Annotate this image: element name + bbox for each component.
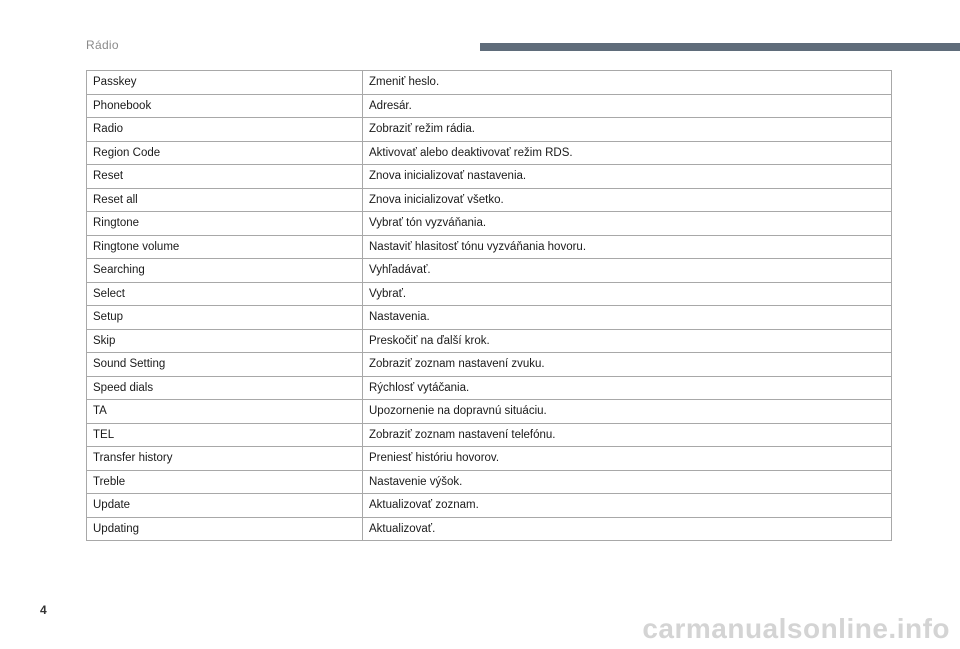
glossary-table bbox=[86, 70, 892, 541]
term-cell: Setup bbox=[87, 306, 363, 330]
term-cell: Ringtone volume bbox=[87, 235, 363, 259]
definition-cell: Aktualizovať zoznam. bbox=[363, 494, 892, 518]
table-row bbox=[87, 141, 892, 165]
table-row bbox=[87, 423, 892, 447]
term-cell: Skip bbox=[87, 329, 363, 353]
term-cell: Select bbox=[87, 282, 363, 306]
term-cell: TA bbox=[87, 400, 363, 424]
term-cell: Updating bbox=[87, 517, 363, 541]
term-cell: Phonebook bbox=[87, 94, 363, 118]
table-row bbox=[87, 118, 892, 142]
section-title: Rádio bbox=[86, 38, 119, 52]
term-cell: Transfer history bbox=[87, 447, 363, 471]
definition-cell: Nastavenie výšok. bbox=[363, 470, 892, 494]
table-row bbox=[87, 494, 892, 518]
table-row bbox=[87, 94, 892, 118]
term-cell: Speed dials bbox=[87, 376, 363, 400]
table-row bbox=[87, 282, 892, 306]
term-cell: Update bbox=[87, 494, 363, 518]
definition-cell: Znova inicializovať všetko. bbox=[363, 188, 892, 212]
definition-cell: Zobraziť zoznam nastavení telefónu. bbox=[363, 423, 892, 447]
term-cell: Region Code bbox=[87, 141, 363, 165]
table-row bbox=[87, 353, 892, 377]
term-cell: Treble bbox=[87, 470, 363, 494]
term-cell: TEL bbox=[87, 423, 363, 447]
definition-cell: Vyhľadávať. bbox=[363, 259, 892, 283]
table-row bbox=[87, 329, 892, 353]
table-row bbox=[87, 188, 892, 212]
definition-cell: Aktivovať alebo deaktivovať režim RDS. bbox=[363, 141, 892, 165]
definition-cell: Nastaviť hlasitosť tónu vyzváňania hovoru. bbox=[363, 235, 892, 259]
definition-cell: Nastavenia. bbox=[363, 306, 892, 330]
table-row bbox=[87, 165, 892, 189]
definition-cell: Vybrať. bbox=[363, 282, 892, 306]
table-row bbox=[87, 470, 892, 494]
table-row bbox=[87, 71, 892, 95]
definition-cell: Znova inicializovať nastavenia. bbox=[363, 165, 892, 189]
definition-cell: Zobraziť zoznam nastavení zvuku. bbox=[363, 353, 892, 377]
definition-cell: Preniesť históriu hovorov. bbox=[363, 447, 892, 471]
term-cell: Reset bbox=[87, 165, 363, 189]
definition-cell: Upozornenie na dopravnú situáciu. bbox=[363, 400, 892, 424]
definition-cell: Preskočiť na ďalší krok. bbox=[363, 329, 892, 353]
table-row bbox=[87, 212, 892, 236]
table-row bbox=[87, 259, 892, 283]
definition-cell: Zmeniť heslo. bbox=[363, 71, 892, 95]
table-row bbox=[87, 447, 892, 471]
definition-cell: Aktualizovať. bbox=[363, 517, 892, 541]
table-row bbox=[87, 376, 892, 400]
term-cell: Radio bbox=[87, 118, 363, 142]
definition-cell: Rýchlosť vytáčania. bbox=[363, 376, 892, 400]
table-row bbox=[87, 235, 892, 259]
watermark-logo: carmanualsonline.info bbox=[642, 613, 950, 644]
glossary-table-body bbox=[87, 71, 892, 541]
definition-cell: Zobraziť režim rádia. bbox=[363, 118, 892, 142]
table-row bbox=[87, 517, 892, 541]
term-cell: Passkey bbox=[87, 71, 363, 95]
term-cell: Ringtone bbox=[87, 212, 363, 236]
header-accent-bar bbox=[480, 43, 960, 51]
page-number: 4 bbox=[40, 603, 47, 617]
table-row bbox=[87, 306, 892, 330]
term-cell: Searching bbox=[87, 259, 363, 283]
table-row bbox=[87, 400, 892, 424]
term-cell: Reset all bbox=[87, 188, 363, 212]
definition-cell: Adresár. bbox=[363, 94, 892, 118]
term-cell: Sound Setting bbox=[87, 353, 363, 377]
definition-cell: Vybrať tón vyzváňania. bbox=[363, 212, 892, 236]
